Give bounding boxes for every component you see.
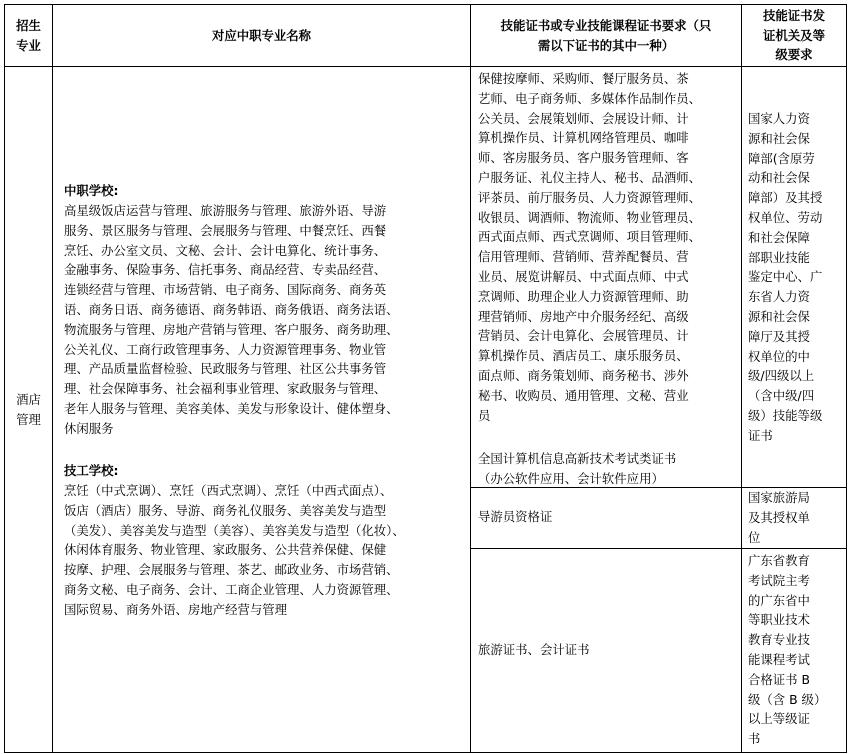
technical-school-title: 技工学校: (64, 463, 119, 478)
certificate-tour-guide: 导游员资格证 (478, 509, 553, 524)
certificate-tourism-accounting: 旅游证书、会计证书 (478, 642, 590, 657)
vocational-school-title: 中职学校: (64, 183, 119, 198)
header-vocational-major: 对应中职专业名称 (211, 27, 312, 43)
header-issuing-authority: 技能证书发 证机关及等 级要求 (763, 7, 825, 63)
table-border-bottom (4, 752, 847, 753)
vocational-school-majors: 高星级饭店运营与管理、旅游服务与管理、旅游外语、导游 服务、景区服务与管理、会展服务与管理、中餐烹饪、西餐 烹饪、办公室文员、文秘、会计、会计电算化、统计事务、 金融事务、保险事务、信托事务、商品经营、专卖品经营、 连锁经营与管理、市场营销、电子商务、国际商务、商务英 语、商务日语、商务德语、商务韩语、商务俄语、商务法语、 物流服务与管理、房地产营销与管理、客户服务、商务助理、 公关礼仪、工商行政管理事务、人力资源管理事务、物业管 理、产品质量监督检验、民政服务与管理、社区公共事务管 理、社会保障事务、社会福利事业管理、家政服务与管理、 老年人服务与管理、美容美体、美发与形象设计、健体塑身、 休闲服务 (64, 203, 399, 436)
major-hotel-management: 酒店 管理 (16, 391, 41, 427)
certificate-list: 保健按摩师、采购师、餐厅服务员、茶 艺师、电子商务师、多媒体作品制作员、 公关员、会展策划师、会展设计师、计 算机操作员、计算机网络管理员、咖啡 师、客房服务员、客户服务管理师、客 户服务证、礼仪主持人、秘书、品酒师、 评茶员、前厅服务员、人力资源管理师、 收银员、调酒师、物流师、物业管理员、 西式面点师、西式烹调师、项目管理师、 信用管理师、营销师、营养配餐员、营 业员、展览讲解员、中式面点师、中式 烹调师、助理企业人力资源管理师、助 理营销师、房地产中介服务经纪、高级 营销员、会计电算化、会展管理员、计 算机操作员、酒店员工、康乐服务员、 面点师、商务策划师、商务秘书、涉外 秘书、收购员、通用管理、文秘、营业 员 (478, 71, 702, 423)
header-certificate-requirement: 技能证书或专业技能课程证书要求（只 需以下证书的其中一种） (500, 17, 712, 53)
authority-hr-ministry: 国家人力资 源和社会保 障部(含原劳 动和社会保 障部）及其授 权单位、劳动 和社会保障 部职业技能 鉴定中心、广 东省人力资 源和社会保 障厅及其授 权单位的中 级/四级以上 （含中级/四 级）技能等级 证书 (748, 111, 823, 443)
authority-education-exam: 广东省教育 考试院主考 的广东省中 等职业技术 教育专业技 能课程考试 合格证书 B 级（含 B 级） 以上等级证 书 (748, 553, 827, 747)
col-divider-2 (470, 4, 471, 753)
technical-school-majors: 烹饪（中式烹调）、烹饪（西式烹调）、烹饪（中西式面点）、 饭店（酒店）服务、导游、商务礼仪服务、美容美发与造型 （美发）、美容美发与造型（美容）、美容美发与造型（化妆）、 休闲体育服务、物业管理、家政服务、公共营养保健、保健 按摩、护理、会展服务与管理、茶艺、邮政业务、市场营销、 商务文秘、电子商务、会计、工商企业管理、人力资源管理、 国际贸易、商务外语、房地产经营与管理 (64, 483, 405, 617)
table-border-right (846, 4, 847, 753)
header-divider (4, 66, 847, 67)
col-divider-3 (741, 4, 742, 753)
header-major: 招生 专业 (16, 17, 41, 53)
cert-divider-2 (470, 548, 847, 549)
authority-tourism-bureau: 国家旅游局 及其授权单 位 (748, 490, 810, 545)
certificate-computer: 全国计算机信息高新技术考试类证书 （办公软件应用、会计软件应用） (478, 451, 677, 486)
col-divider-1 (52, 4, 53, 753)
